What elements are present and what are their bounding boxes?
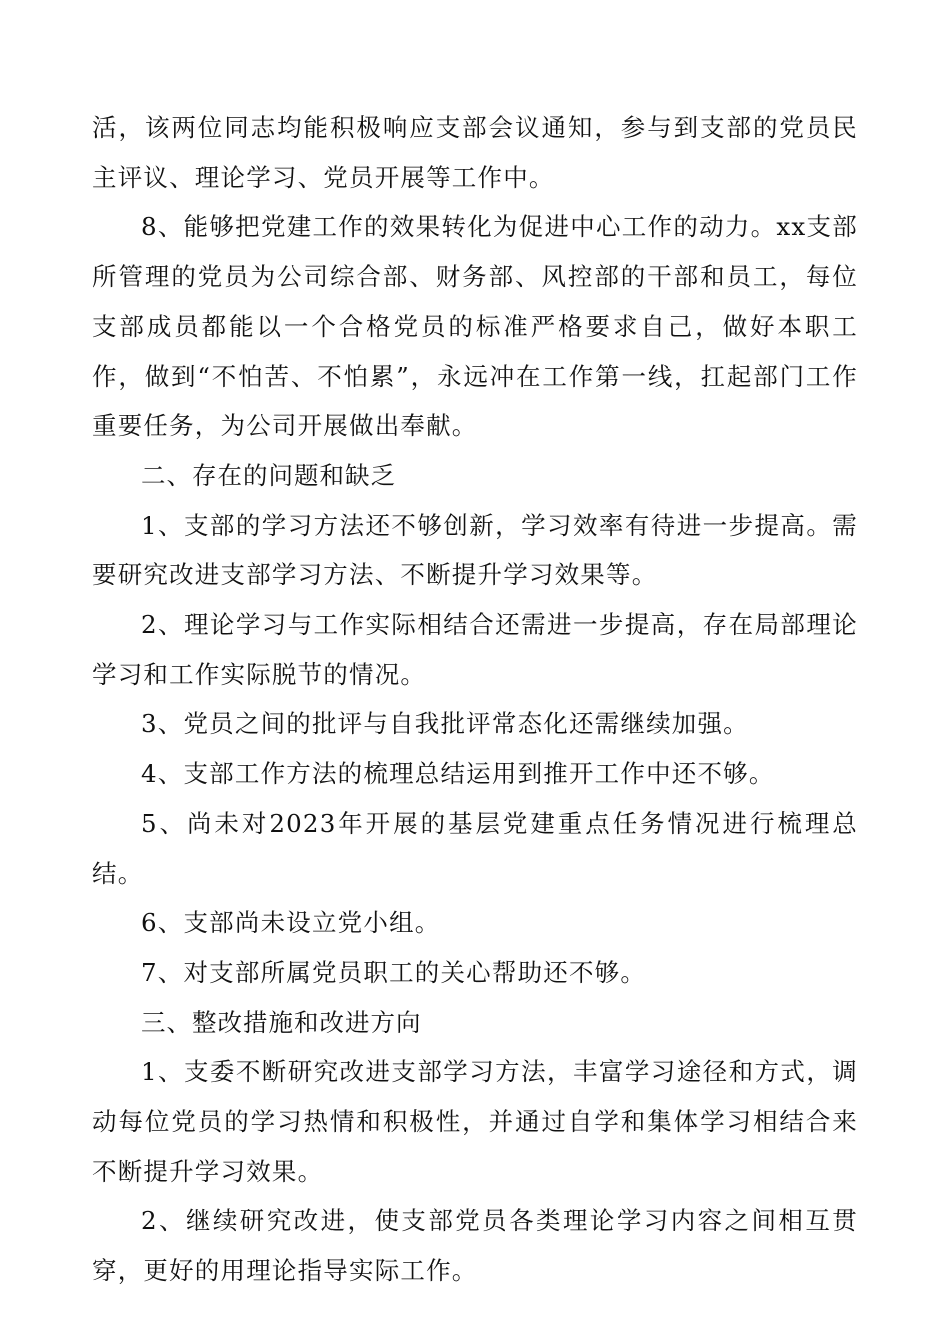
problem-item-5: 5、尚未对2023年开展的基层党建重点任务情况进行梳理总结。	[92, 808, 858, 888]
paragraph-item-8: 8、能够把党建工作的效果转化为促进中心工作的动力。xx支部所管理的党员为公司综合部、财务部、风控部的干部和员工，每位支部成员都能以一个合格党员的标准严格要求自己，做好本职工作，做到“不怕苦、不怕累”，永远冲在工作第一线，扛起部门工作重要任务，为公司开展做出奉献。	[92, 212, 858, 441]
problem-item-3: 3、党员之间的批评与自我批评常态化还需继续加强。	[141, 709, 749, 739]
problem-item-4: 4、支部工作方法的梳理总结运用到推开工作中还不够。	[141, 759, 775, 789]
section-heading-measures: 三、整改措施和改进方向	[141, 1007, 422, 1037]
problem-item-6: 6、支部尚未设立党小组。	[141, 908, 441, 938]
problem-item-7: 7、对支部所属党员职工的关心帮助还不够。	[141, 957, 647, 987]
problem-item-2: 2、理论学习与工作实际相结合还需进一步提高，存在局部理论学习和工作实际脱节的情况。	[92, 610, 858, 689]
measure-item-2: 2、继续研究改进，使支部党员各类理论学习内容之间相互贯穿，更好的用理论指导实际工作。	[92, 1206, 858, 1286]
document-page	[92, 103, 858, 1296]
measure-item-1: 1、支委不断研究改进支部学习方法，丰富学习途径和方式，调动每位党员的学习热情和积极性，并通过自学和集体学习相结合来不断提升学习效果。	[92, 1057, 858, 1186]
problem-item-1: 1、支部的学习方法还不够创新，学习效率有待进一步提高。需要研究改进支部学习方法、不断提升学习效果等。	[92, 510, 858, 590]
paragraph-continuation: 活，该两位同志均能积极响应支部会议通知，参与到支部的党员民主评议、理论学习、党员开展等工作中。	[92, 113, 858, 192]
section-heading-problems: 二、存在的问题和缺乏	[141, 460, 396, 490]
